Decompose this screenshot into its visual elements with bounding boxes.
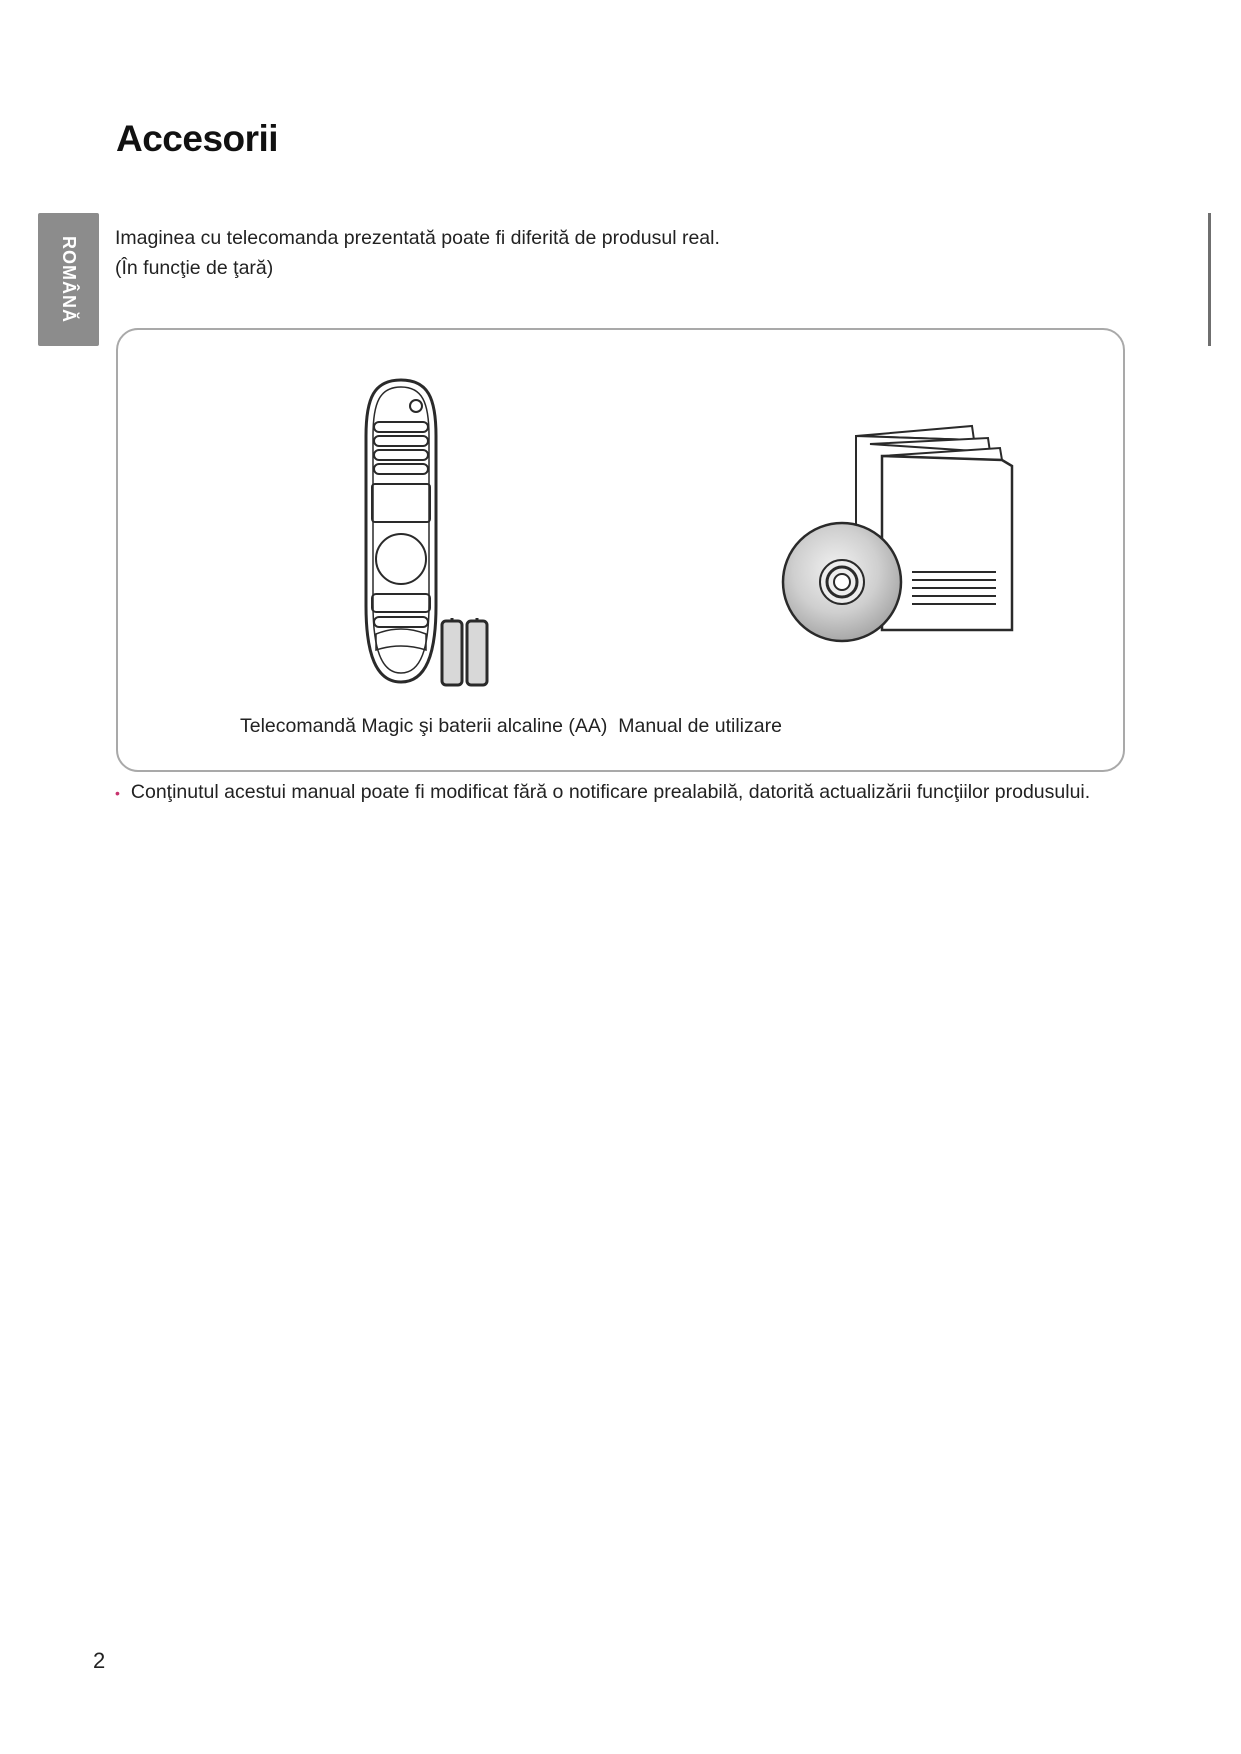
intro-text	[115, 223, 720, 283]
margin-rule	[1208, 213, 1211, 346]
accessories-figure	[116, 328, 1125, 772]
figure-caption: Telecomandă Magic şi baterii alcaline (AA) Manual de utilizare	[240, 715, 782, 737]
bullet-icon: •	[115, 784, 120, 801]
intro-line-2: (În funcţie de ţară)	[115, 257, 274, 279]
intro-line-1: Imaginea cu telecomanda prezentată poate fi diferită de produsul real.	[115, 227, 720, 249]
cd-icon	[780, 520, 904, 644]
page-number: 2	[93, 1648, 106, 1673]
note-text: Conţinutul acestui manual poate fi modificat fără o notificare prealabilă, datorită actualizării funcţiilor produsului.	[130, 781, 1091, 803]
language-tab-label: ROMÂNĂ	[59, 236, 79, 323]
magic-remote-icon	[362, 376, 440, 690]
language-tab	[38, 213, 99, 346]
aa-batteries-icon	[439, 618, 491, 690]
page-title: Accesorii	[116, 118, 279, 159]
note-item	[115, 781, 1090, 804]
